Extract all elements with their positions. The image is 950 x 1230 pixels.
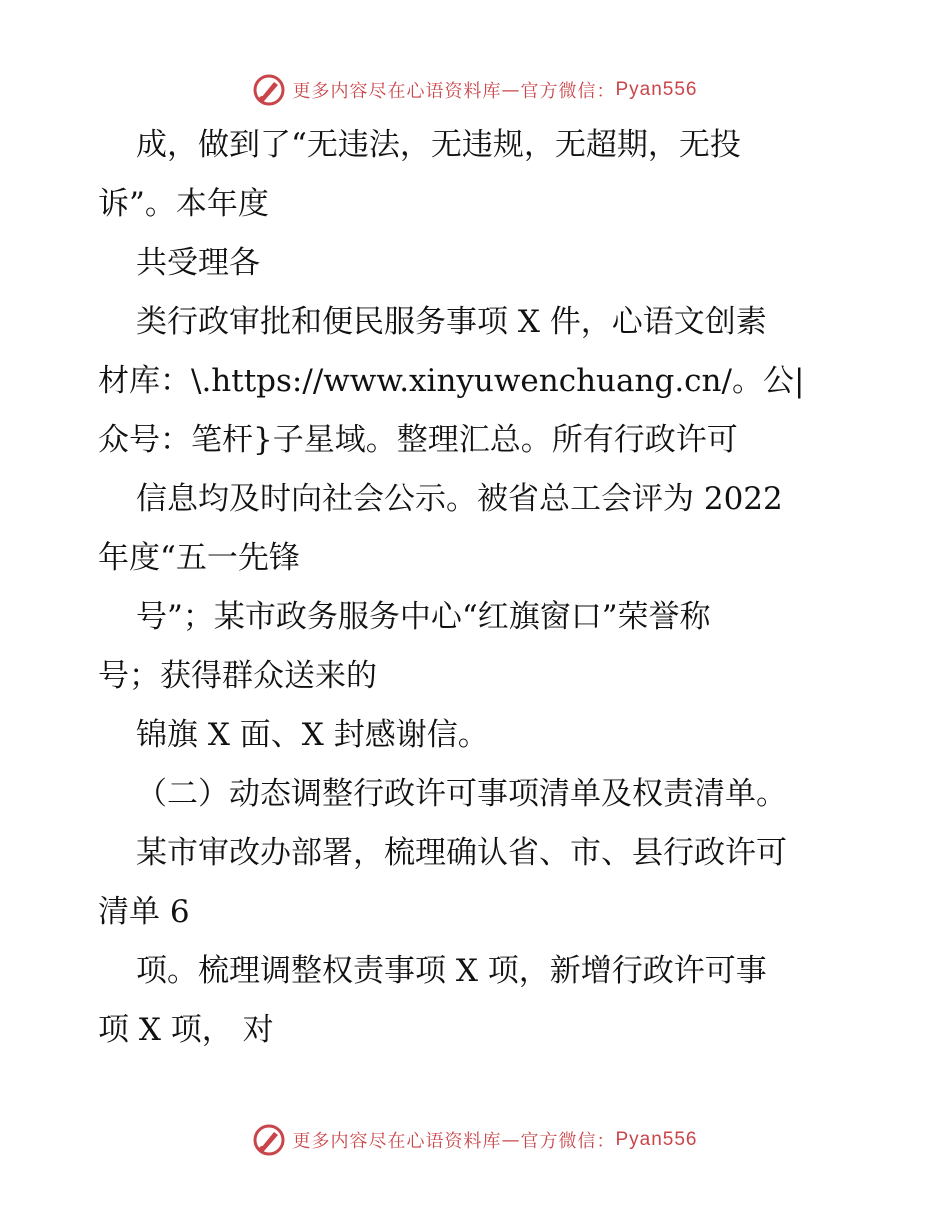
body-line: 项。梳理调整权责事项 X 项，新增行政许可事 bbox=[136, 953, 767, 989]
banner-separator: — bbox=[501, 79, 521, 101]
body-line: 项 X 项， 对 bbox=[98, 1012, 274, 1048]
body-line: 某市审改办部署，梳理确认省、市、县行政许可 bbox=[136, 835, 787, 871]
banner-main-text: 更多内容尽在心语资料库 bbox=[292, 81, 502, 102]
body-line: 成，做到了“无违法，无违规，无超期，无投 bbox=[136, 127, 741, 163]
banner-wechat-id: Pyan556 bbox=[615, 1129, 698, 1150]
body-line: 诉”。本年度 bbox=[98, 186, 269, 222]
brush-logo-icon bbox=[252, 73, 286, 107]
body-line: 清单 6 bbox=[98, 894, 190, 930]
document-body bbox=[98, 116, 858, 1060]
brush-logo-icon bbox=[252, 1123, 286, 1157]
body-line: 号；获得群众送来的 bbox=[98, 658, 377, 694]
body-line: 信息均及时向社会公示。被省总工会评为 2022 bbox=[136, 481, 783, 517]
body-line: 类行政审批和便民服务事项 X 件，心语文创素 bbox=[136, 304, 767, 340]
body-line: 众号：笔杆}子星域。整理汇总。所有行政许可 bbox=[98, 422, 738, 458]
footer-watermark-banner bbox=[0, 1120, 950, 1160]
body-line: 材库：\.https://www.xinyuwenchuang.cn/。公| bbox=[98, 363, 805, 399]
banner-separator: — bbox=[501, 1129, 521, 1151]
body-line: （二）动态调整行政许可事项清单及权责清单。 bbox=[136, 776, 787, 812]
banner-wechat-id: Pyan556 bbox=[615, 79, 698, 100]
banner-wechat-label: 官方微信： bbox=[520, 81, 616, 102]
banner-wechat-label: 官方微信： bbox=[520, 1131, 616, 1152]
body-line: 锦旗 X 面、X 封感谢信。 bbox=[136, 717, 489, 753]
banner-main-text: 更多内容尽在心语资料库 bbox=[292, 1131, 502, 1152]
body-line: 共受理各 bbox=[136, 245, 260, 281]
body-line: 号”；某市政务服务中心“红旗窗口”荣誉称 bbox=[136, 599, 711, 635]
header-watermark-banner bbox=[0, 70, 950, 110]
body-line: 年度“五一先锋 bbox=[98, 540, 300, 576]
